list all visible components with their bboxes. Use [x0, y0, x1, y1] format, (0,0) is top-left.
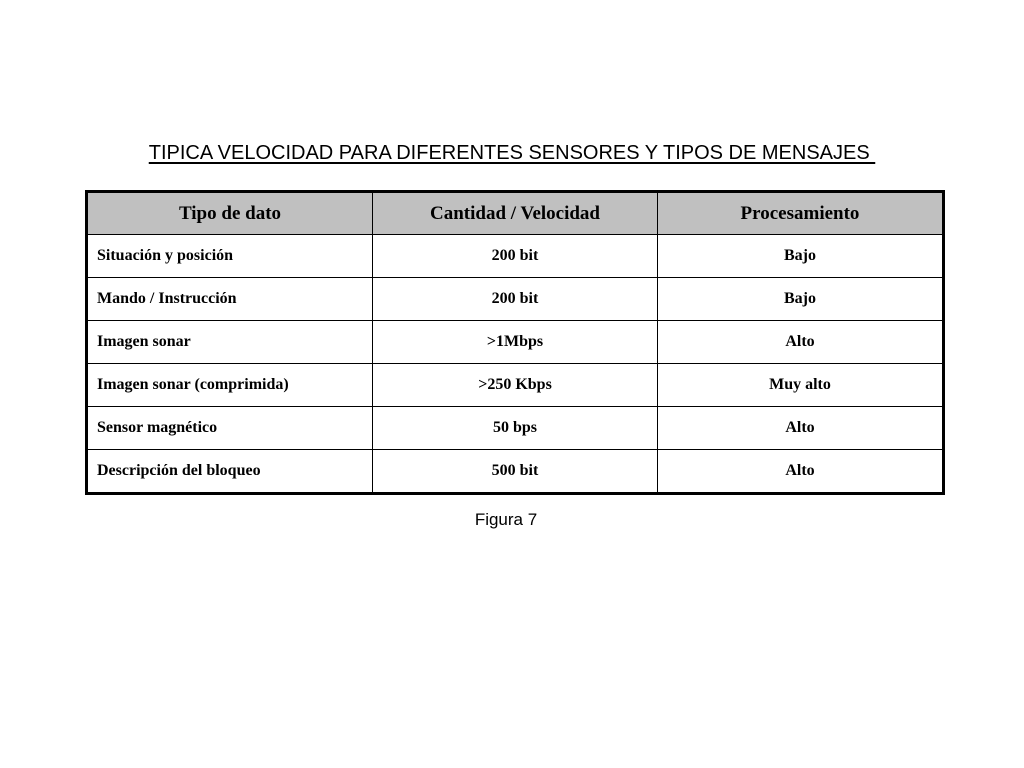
table-row	[87, 278, 944, 321]
cell-procesamiento: Bajo	[658, 278, 944, 321]
cell-cantidad-velocidad: 50 bps	[373, 407, 658, 450]
cell-tipo-de-dato: Situación y posición	[87, 235, 373, 278]
table-row	[87, 407, 944, 450]
header-cantidad-velocidad: Cantidad / Velocidad	[373, 192, 658, 235]
cell-procesamiento: Muy alto	[658, 364, 944, 407]
cell-cantidad-velocidad: 500 bit	[373, 450, 658, 494]
figure-caption: Figura 7	[474, 510, 538, 529]
cell-cantidad-velocidad: 200 bit	[373, 235, 658, 278]
cell-tipo-de-dato: Sensor magnético	[87, 407, 373, 450]
table-row	[87, 450, 944, 494]
page-title-text: TIPICA VELOCIDAD PARA DIFERENTES SENSORES Y TIPOS DE MENSAJES	[148, 142, 876, 164]
cell-cantidad-velocidad: >250 Kbps	[373, 364, 658, 407]
page-title	[0, 141, 1024, 165]
cell-procesamiento: Alto	[658, 450, 944, 494]
cell-procesamiento: Alto	[658, 407, 944, 450]
cell-tipo-de-dato: Imagen sonar	[87, 321, 373, 364]
cell-tipo-de-dato: Mando / Instrucción	[87, 278, 373, 321]
header-tipo-de-dato: Tipo de dato	[87, 192, 373, 235]
cell-tipo-de-dato: Descripción del bloqueo	[87, 450, 373, 494]
cell-cantidad-velocidad: 200 bit	[373, 278, 658, 321]
header-procesamiento: Procesamiento	[658, 192, 944, 235]
table-header-row	[87, 192, 944, 235]
cell-tipo-de-dato: Imagen sonar (comprimida)	[87, 364, 373, 407]
table-row	[87, 321, 944, 364]
cell-procesamiento: Bajo	[658, 235, 944, 278]
data-table	[85, 190, 945, 495]
table-row	[87, 235, 944, 278]
cell-cantidad-velocidad: >1Mbps	[373, 321, 658, 364]
table-row	[87, 364, 944, 407]
cell-procesamiento: Alto	[658, 321, 944, 364]
